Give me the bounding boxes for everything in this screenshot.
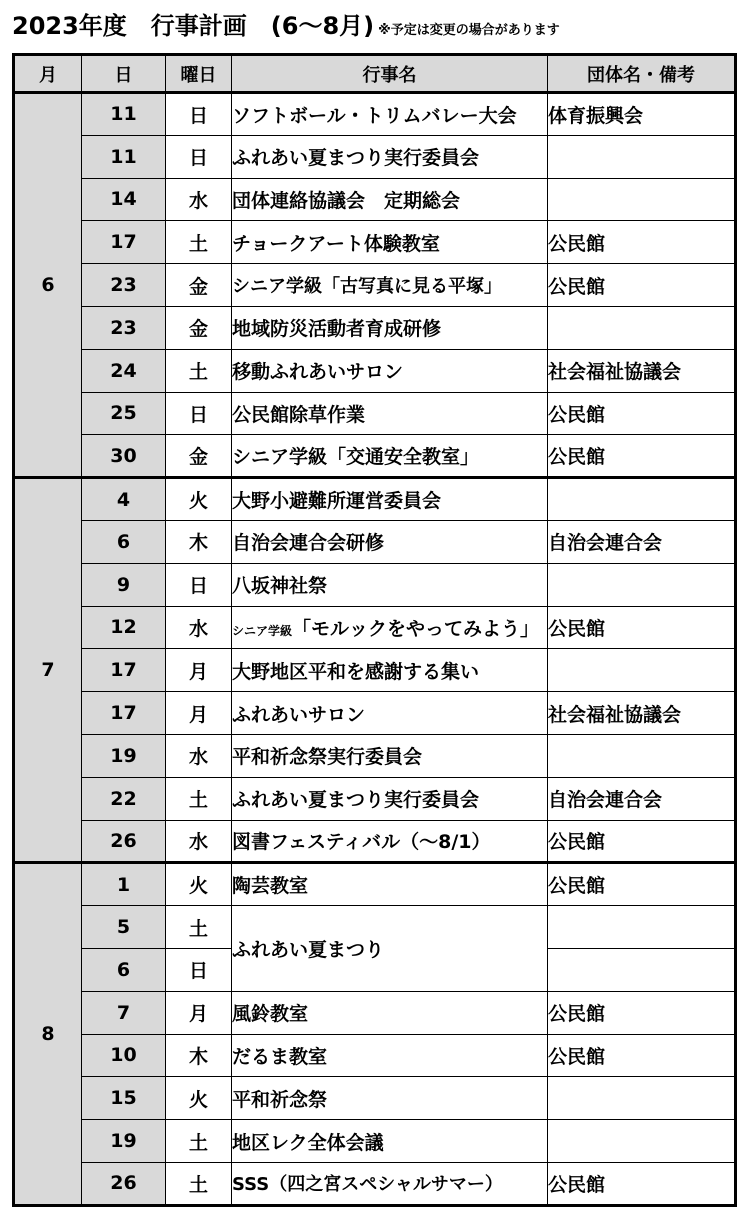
- page-title: 2023年度 行事計画 (6～8月): [12, 12, 375, 40]
- table-row: [14, 178, 736, 221]
- organization-cell: [548, 1077, 736, 1120]
- organization-cell: 自治会連合会: [548, 520, 736, 563]
- event-cell: 大野小避難所運営委員会: [232, 478, 548, 521]
- table-row: [14, 392, 736, 435]
- event-title: 「モルックをやってみよう」: [292, 617, 540, 640]
- organization-cell: [548, 563, 736, 606]
- weekday-cell: 土: [166, 1120, 232, 1163]
- schedule-table: [12, 53, 737, 1207]
- day-cell: 22: [82, 777, 166, 820]
- event-cell: [232, 606, 548, 649]
- table-row: [14, 863, 736, 906]
- weekday-cell: 日: [166, 135, 232, 178]
- table-row: [14, 777, 736, 820]
- day-cell: 5: [82, 906, 166, 949]
- table-row: [14, 563, 736, 606]
- table-row: [14, 520, 736, 563]
- day-cell: 14: [82, 178, 166, 221]
- table-row: [14, 906, 736, 949]
- day-cell: 11: [82, 135, 166, 178]
- organization-cell: 社会福祉協議会: [548, 692, 736, 735]
- day-cell: 19: [82, 1120, 166, 1163]
- event-cell: ソフトボール・トリムバレー大会: [232, 93, 548, 136]
- organization-cell: [548, 178, 736, 221]
- event-cell: 図書フェスティバル（～8/1）: [232, 820, 548, 863]
- column-header-day: 日: [82, 55, 166, 93]
- event-cell: 地域防災活動者育成研修: [232, 306, 548, 349]
- day-cell: 9: [82, 563, 166, 606]
- organization-cell: 自治会連合会: [548, 777, 736, 820]
- weekday-cell: 金: [166, 306, 232, 349]
- event-cell: シニア学級「古写真に見る平塚」: [232, 264, 548, 307]
- table-row: [14, 306, 736, 349]
- organization-cell: [548, 306, 736, 349]
- weekday-cell: 月: [166, 649, 232, 692]
- organization-cell: 公民館: [548, 1034, 736, 1077]
- weekday-cell: 木: [166, 520, 232, 563]
- day-cell: 24: [82, 349, 166, 392]
- month-cell: 8: [14, 863, 82, 1205]
- event-cell: だるま教室: [232, 1034, 548, 1077]
- organization-cell: [548, 906, 736, 949]
- day-cell: 4: [82, 478, 166, 521]
- day-cell: 17: [82, 692, 166, 735]
- weekday-cell: 日: [166, 93, 232, 136]
- event-cell: 八坂神社祭: [232, 563, 548, 606]
- day-cell: 7: [82, 991, 166, 1034]
- weekday-cell: 火: [166, 863, 232, 906]
- day-cell: 17: [82, 649, 166, 692]
- change-note: ※予定は変更の場合があります: [378, 23, 560, 38]
- table-row: [14, 349, 736, 392]
- column-header-weekday: 曜日: [166, 55, 232, 93]
- day-cell: 23: [82, 306, 166, 349]
- event-cell: 公民館除草作業: [232, 392, 548, 435]
- weekday-cell: 日: [166, 948, 232, 991]
- weekday-cell: 月: [166, 692, 232, 735]
- table-row: [14, 93, 736, 136]
- event-cell: ふれあいサロン: [232, 692, 548, 735]
- event-cell: 移動ふれあいサロン: [232, 349, 548, 392]
- day-cell: 10: [82, 1034, 166, 1077]
- day-cell: 17: [82, 221, 166, 264]
- organization-cell: [548, 135, 736, 178]
- page-header: [12, 6, 560, 46]
- organization-cell: 公民館: [548, 221, 736, 264]
- table-row: [14, 221, 736, 264]
- event-cell: 平和祈念祭実行委員会: [232, 734, 548, 777]
- weekday-cell: 土: [166, 777, 232, 820]
- table-row: [14, 649, 736, 692]
- day-cell: 26: [82, 1162, 166, 1205]
- event-cell: 地区レク全体会議: [232, 1120, 548, 1163]
- event-cell: チョークアート体験教室: [232, 221, 548, 264]
- organization-cell: 公民館: [548, 863, 736, 906]
- header-row: [14, 55, 736, 93]
- table-row: [14, 478, 736, 521]
- weekday-cell: 土: [166, 349, 232, 392]
- day-cell: 1: [82, 863, 166, 906]
- day-cell: 6: [82, 520, 166, 563]
- table-row: [14, 1077, 736, 1120]
- day-cell: 12: [82, 606, 166, 649]
- event-cell: 自治会連合会研修: [232, 520, 548, 563]
- organization-cell: 公民館: [548, 991, 736, 1034]
- organization-cell: 公民館: [548, 1162, 736, 1205]
- organization-cell: 体育振興会: [548, 93, 736, 136]
- table-row: [14, 1162, 736, 1205]
- event-cell: ふれあい夏まつり: [232, 906, 548, 992]
- column-header-organization: 団体名・備考: [548, 55, 736, 93]
- weekday-cell: 日: [166, 392, 232, 435]
- table-row: [14, 991, 736, 1034]
- organization-cell: 公民館: [548, 392, 736, 435]
- organization-cell: [548, 649, 736, 692]
- event-cell: 風鈴教室: [232, 991, 548, 1034]
- day-cell: 23: [82, 264, 166, 307]
- organization-cell: 公民館: [548, 820, 736, 863]
- column-header-month: 月: [14, 55, 82, 93]
- table-row: [14, 606, 736, 649]
- weekday-cell: 金: [166, 264, 232, 307]
- weekday-cell: 土: [166, 1162, 232, 1205]
- table-row: [14, 435, 736, 478]
- table-row: [14, 734, 736, 777]
- organization-cell: 公民館: [548, 606, 736, 649]
- day-cell: 6: [82, 948, 166, 991]
- organization-cell: 公民館: [548, 264, 736, 307]
- event-cell: 団体連絡協議会 定期総会: [232, 178, 548, 221]
- weekday-cell: 火: [166, 1077, 232, 1120]
- weekday-cell: 水: [166, 606, 232, 649]
- organization-cell: [548, 734, 736, 777]
- table-row: [14, 135, 736, 178]
- month-cell: 7: [14, 478, 82, 863]
- event-cell: 平和祈念祭: [232, 1077, 548, 1120]
- weekday-cell: 金: [166, 435, 232, 478]
- weekday-cell: 水: [166, 178, 232, 221]
- weekday-cell: 木: [166, 1034, 232, 1077]
- weekday-cell: 水: [166, 734, 232, 777]
- event-cell: 陶芸教室: [232, 863, 548, 906]
- day-cell: 15: [82, 1077, 166, 1120]
- event-cell: 大野地区平和を感謝する集い: [232, 649, 548, 692]
- organization-cell: [548, 948, 736, 991]
- organization-cell: [548, 478, 736, 521]
- day-cell: 25: [82, 392, 166, 435]
- day-cell: 11: [82, 93, 166, 136]
- month-cell: 6: [14, 93, 82, 478]
- weekday-cell: 土: [166, 906, 232, 949]
- event-cell: ふれあい夏まつり実行委員会: [232, 135, 548, 178]
- organization-cell: 公民館: [548, 435, 736, 478]
- table-row: [14, 692, 736, 735]
- table-row: [14, 1120, 736, 1163]
- table-row: [14, 820, 736, 863]
- column-header-event: 行事名: [232, 55, 548, 93]
- weekday-cell: 日: [166, 563, 232, 606]
- organization-cell: [548, 1120, 736, 1163]
- table-row: [14, 1034, 736, 1077]
- event-cell: SSS（四之宮スペシャルサマー）: [232, 1162, 548, 1205]
- day-cell: 26: [82, 820, 166, 863]
- weekday-cell: 土: [166, 221, 232, 264]
- event-prefix: シニア学級: [232, 623, 293, 638]
- table-row: [14, 264, 736, 307]
- event-cell: シニア学級「交通安全教室」: [232, 435, 548, 478]
- weekday-cell: 月: [166, 991, 232, 1034]
- weekday-cell: 火: [166, 478, 232, 521]
- day-cell: 19: [82, 734, 166, 777]
- event-cell: ふれあい夏まつり実行委員会: [232, 777, 548, 820]
- day-cell: 30: [82, 435, 166, 478]
- organization-cell: 社会福祉協議会: [548, 349, 736, 392]
- weekday-cell: 水: [166, 820, 232, 863]
